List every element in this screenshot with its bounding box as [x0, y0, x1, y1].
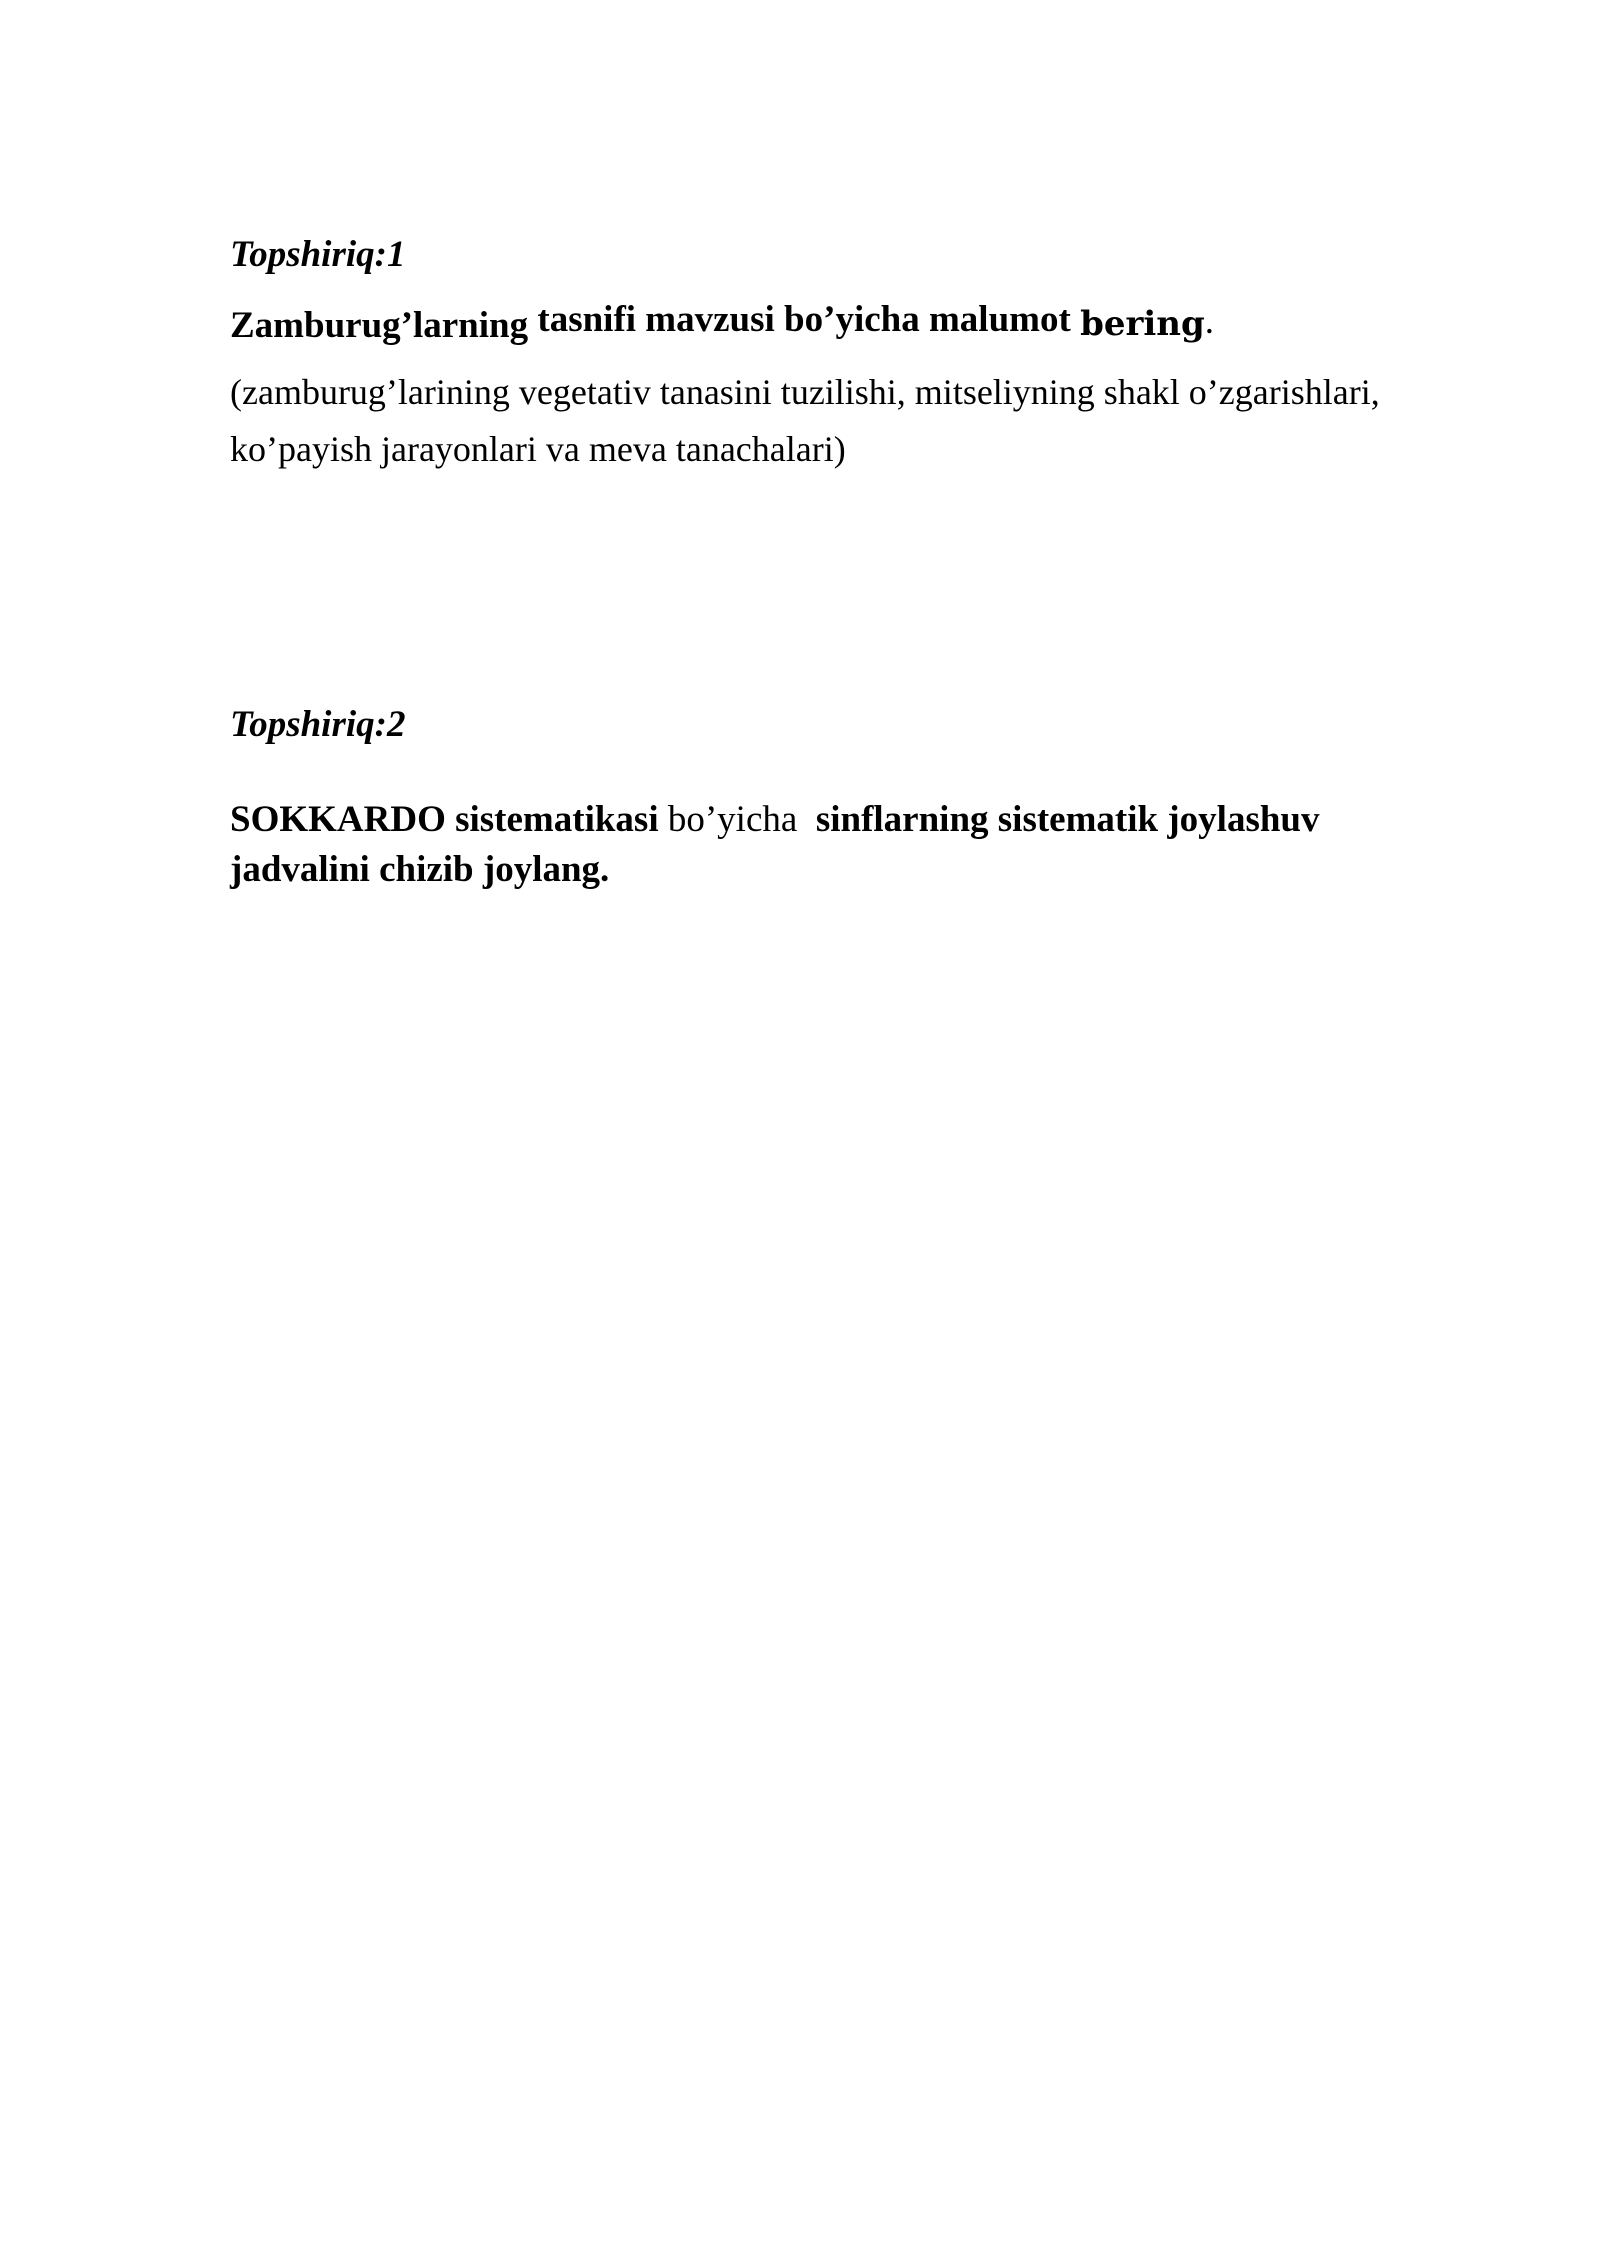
task2-text-bold1: SOKKARDO sistematikasi — [230, 799, 659, 840]
task1-heading: Topshiriq:1 — [230, 234, 406, 275]
task1-title — [230, 299, 1215, 346]
task2-heading: Topshiriq:2 — [230, 704, 406, 745]
task1-description — [230, 364, 1530, 478]
task2-text-normal: bo’yicha — [658, 799, 816, 840]
task1-title-period: . — [1204, 301, 1215, 342]
task2-text-bold3: jadvalini chizib joylang. — [230, 849, 610, 890]
task1-title-part3: bering — [1080, 304, 1205, 344]
task1-description-line1: (zamburug’larining vegetativ tanasini tuzilishi, mitseliyning shakl o’zgarishlari, — [230, 372, 1380, 412]
task1-title-part2: tasnifi mavzusi bo’yicha malumot — [537, 299, 1071, 340]
task1-description-line2: ko’payish jarayonlari va meva tanachalari) — [230, 429, 846, 469]
task1-title-part1: Zamburug’larning — [230, 305, 529, 346]
task2-text-bold2: sinflarning sistematik joylashuv — [815, 799, 1320, 840]
task2-instruction — [230, 795, 1430, 895]
